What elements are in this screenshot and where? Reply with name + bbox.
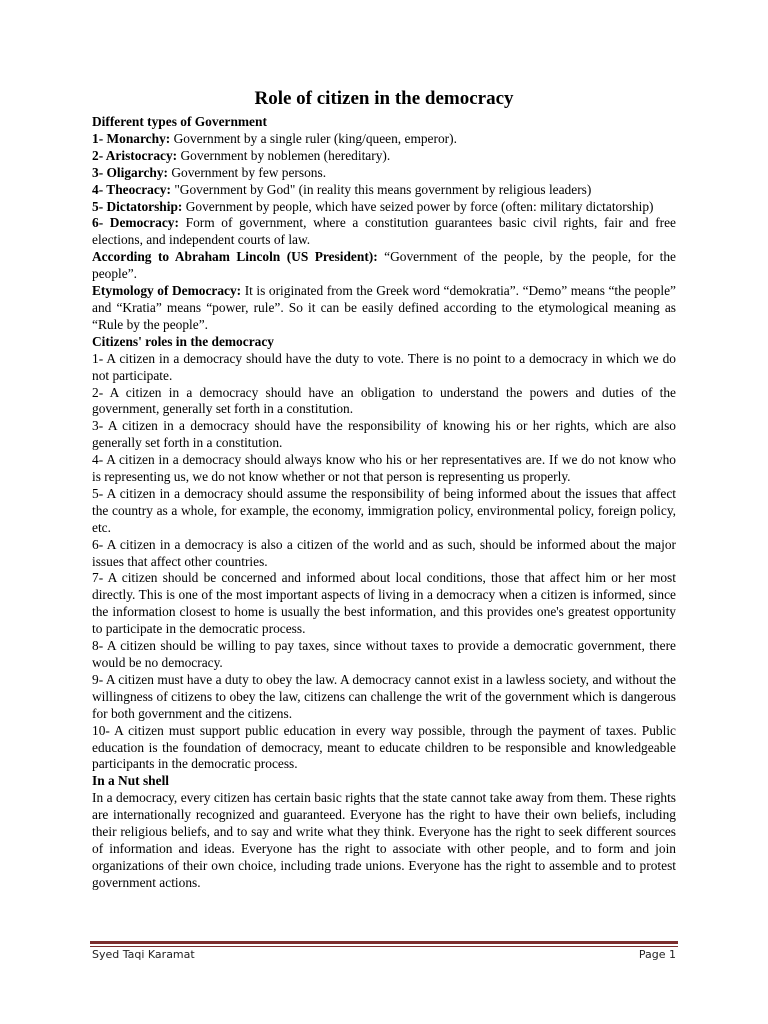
types-list [92,131,676,334]
page-title: Role of citizen in the democracy [254,88,514,109]
role-item: 1- A citizen in a democracy should have the duty to vote. There is no point to a democracy in which we do not participate. [92,350,676,383]
page-footer [92,948,676,961]
section-heading-types: Different types of Government [92,114,267,129]
footer-divider [90,941,678,944]
role-item: 10- A citizen must support public education in every way possible, through the payment of taxes. Public education is the foundation of democracy, meant to educate children to be responsible and knowledgeable participants in the democratic process. [92,722,676,772]
section-heading-roles: Citizens' roles in the democracy [92,333,274,349]
role-item: 3- A citizen in a democracy should have the responsibility of knowing his or her rights, which are also generally set forth in a constitution. [92,418,676,451]
document-body [92,88,676,892]
nutshell-paragraph: In a democracy, every citizen has certain basic rights that the state cannot take away from them. These rights are internationally recognized and guaranteed. Everyone has the right to have their own beliefs, including their religious beliefs, and to say and write what they think. Everyone has the right to seek different sources of information and ideas. Everyone has the right to associate with other people, and to form and join organizations of their own choice, including trade unions. Everyone has the right to assemble and to protest government actions. [92,790,676,890]
footer-divider-thin [90,946,678,947]
type-item: 2- Aristocracy: Government by noblemen (hereditary). [92,147,391,163]
role-item: 4- A citizen in a democracy should always know who his or her representatives are. If we do not know who is representing us, we do not know whether or not that person is representing us properly. [92,452,676,485]
roles-list [92,351,676,774]
type-item: 3- Oligarchy: Government by few persons. [92,164,327,180]
type-item: 4- Theocracy: "Government by God" (in reality this means government by religious leaders) [92,181,592,197]
etymology-paragraph: Etymology of Democracy: It is originated from the Greek word “demokratia”. “Demo” means “the people” and “Kratia” means “power, rule”. So it can be easily defined according to the etymological meaning as “Rule by the people”. [92,283,676,332]
type-item: 1- Monarchy: Government by a single ruler (king/queen, emperor). [92,130,457,146]
role-item: 9- A citizen must have a duty to obey the law. A democracy cannot exist in a lawless society, and without the willingness of citizens to obey the law, citizens can challenge the writ of the government which is dangerous for both government and the citizens. [92,671,676,721]
role-item: 5- A citizen in a democracy should assume the responsibility of being informed about the issues that affect the country as a whole, for example, the economy, immigration policy, environmental policy, foreign policy, etc. [92,485,676,535]
role-item: 6- A citizen in a democracy is also a citizen of the world and as such, should be informed about the major issues that affect other countries. [92,536,676,569]
footer-author: Syed Taqi Karamat [92,948,195,961]
section-heading-nutshell: In a Nut shell [92,773,170,789]
footer-page-number: Page 1 [638,948,676,961]
lincoln-definition: According to Abraham Lincoln (US President): “Government of the people, by the people, for the people”. [92,249,676,282]
role-item: 8- A citizen should be willing to pay taxes, since without taxes to provide a democratic government, there would be no democracy. [92,638,676,670]
type-item: 6- Democracy: Form of government, where a constitution guarantees basic civil rights, fair and free elections, and independent courts of law. [92,215,676,248]
type-item: 5- Dictatorship: Government by people, which have seized power by force (often: military dictatorship) [92,198,654,214]
role-item: 2- A citizen in a democracy should have an obligation to understand the powers and duties of the government, generally set forth in a constitution. [92,384,676,417]
role-item: 7- A citizen should be concerned and informed about local conditions, those that affect him or her most directly. This is one of the most important aspects of living in a democracy when a citizen is informed, since the information closest to home is usually the best information, and this provides one's greatest opportunity to participate in the democratic process. [92,570,676,637]
